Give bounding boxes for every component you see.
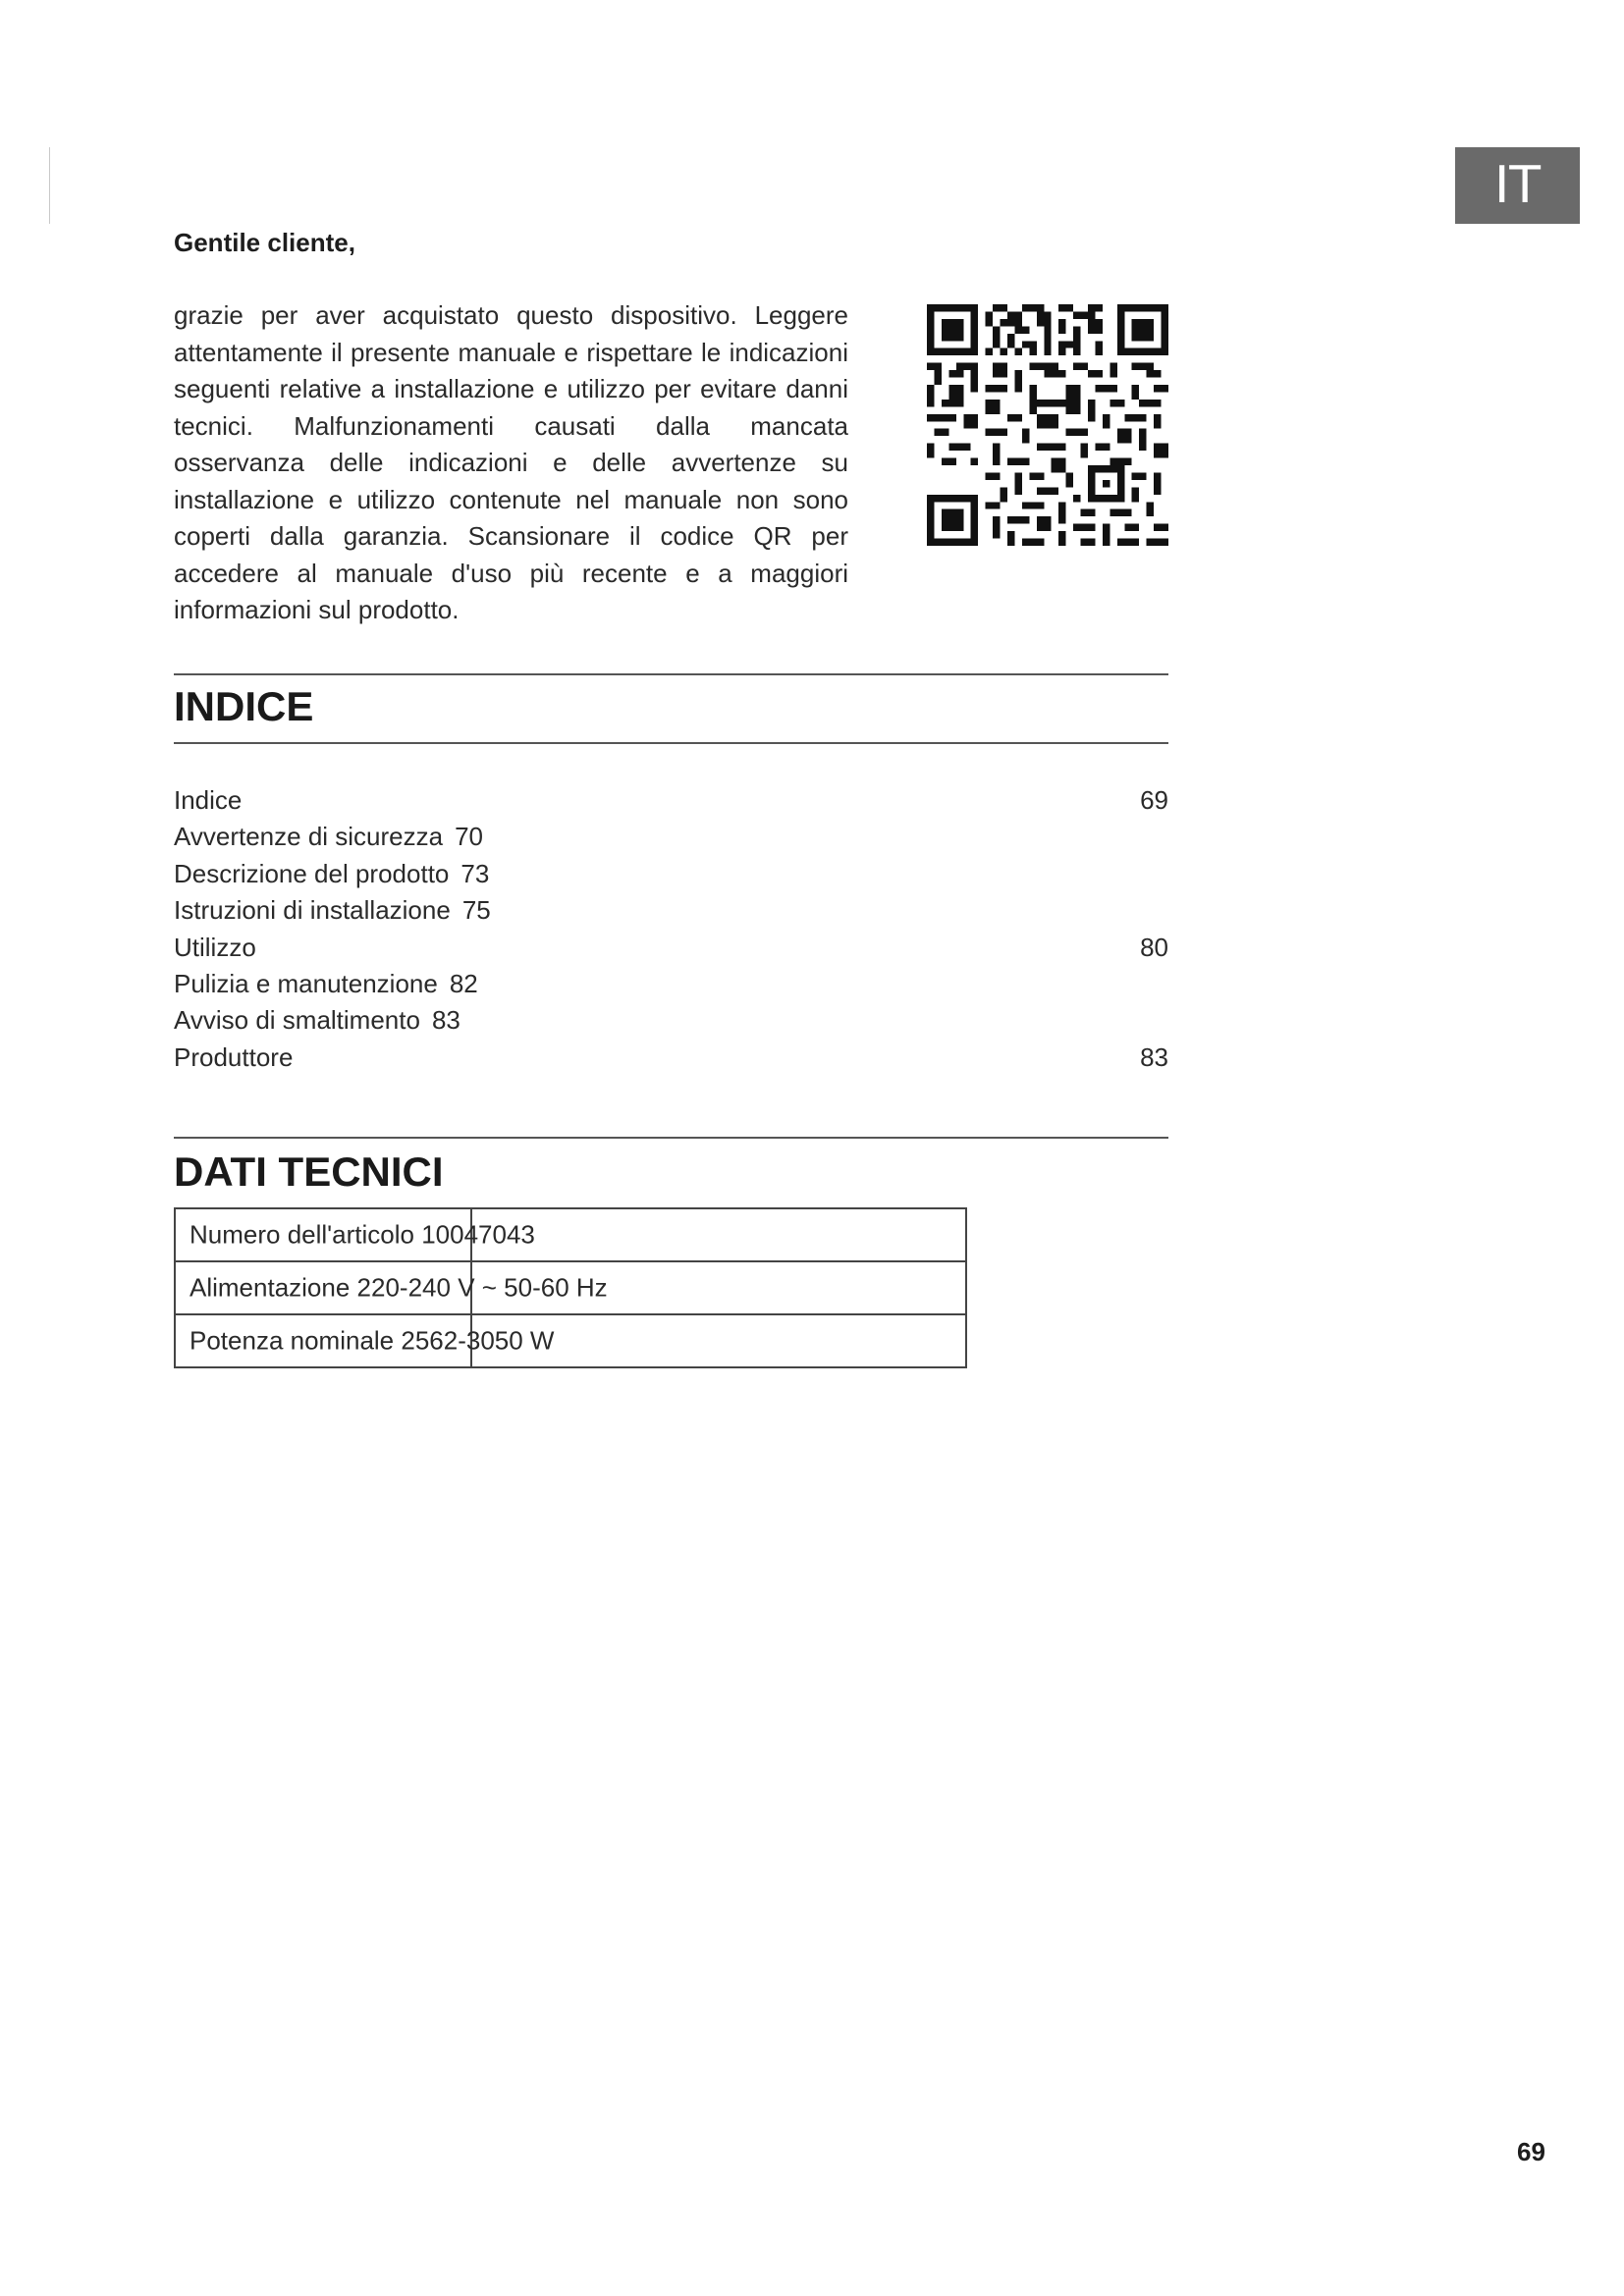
language-tab: IT: [1455, 147, 1580, 224]
spec-label-cell: Alimentazione 220-240 V ~ 50-60 Hz: [175, 1261, 471, 1314]
table-row: [175, 1314, 966, 1367]
toc-item[interactable]: Pulizia e manutenzione 82: [174, 968, 478, 998]
specs-table: [174, 1207, 967, 1368]
toc-item[interactable]: Istruzioni di installazione 75: [174, 895, 491, 926]
spec-label-cell: Numero dell'articolo 10047043: [175, 1208, 471, 1261]
toc-item[interactable]: Avvertenze di sicurezza 70: [174, 822, 484, 852]
section-divider: [174, 742, 1168, 744]
page-number: 69: [1517, 2137, 1545, 2166]
intro-paragraph: grazie per aver acquistato questo dispositivo. Leggere attentamente il presente manuale e rispettare le indicazioni seguenti relative a installazione e utilizzo per evitare danni tecnici. Malfunzionamenti causati dalla mancata osservanza delle indicazioni e delle avvertenze su installazione e utilizzo contenute nel manuale non sono coperti dalla garanzia. Scansionare il codice QR per accedere al manuale d'uso più recente e a maggiori informazioni sul prodotto.: [174, 300, 848, 624]
toc-item[interactable]: Descrizione del prodotto 73: [174, 858, 490, 888]
table-row: [175, 1261, 966, 1314]
spec-label-cell: Potenza nominale 2562-3050 W: [175, 1314, 471, 1367]
qr-code-icon: [927, 304, 1168, 546]
toc-item[interactable]: Indice 69: [174, 785, 1168, 815]
section-divider: [174, 673, 1168, 675]
specs-title: DATI TECNICI: [174, 1148, 444, 1195]
table-row: [175, 1208, 966, 1261]
greeting: Gentile cliente,: [174, 228, 355, 257]
toc-item[interactable]: Avviso di smaltimento 83: [174, 1005, 460, 1036]
table-of-contents: [174, 785, 1168, 1079]
spec-value-cell: [471, 1208, 966, 1261]
section-divider: [174, 1137, 1168, 1139]
index-title: INDICE: [174, 683, 314, 729]
toc-item[interactable]: Produttore 83: [174, 1041, 1168, 1072]
toc-item[interactable]: Utilizzo 80: [174, 932, 1168, 962]
margin-rule: [49, 147, 50, 224]
